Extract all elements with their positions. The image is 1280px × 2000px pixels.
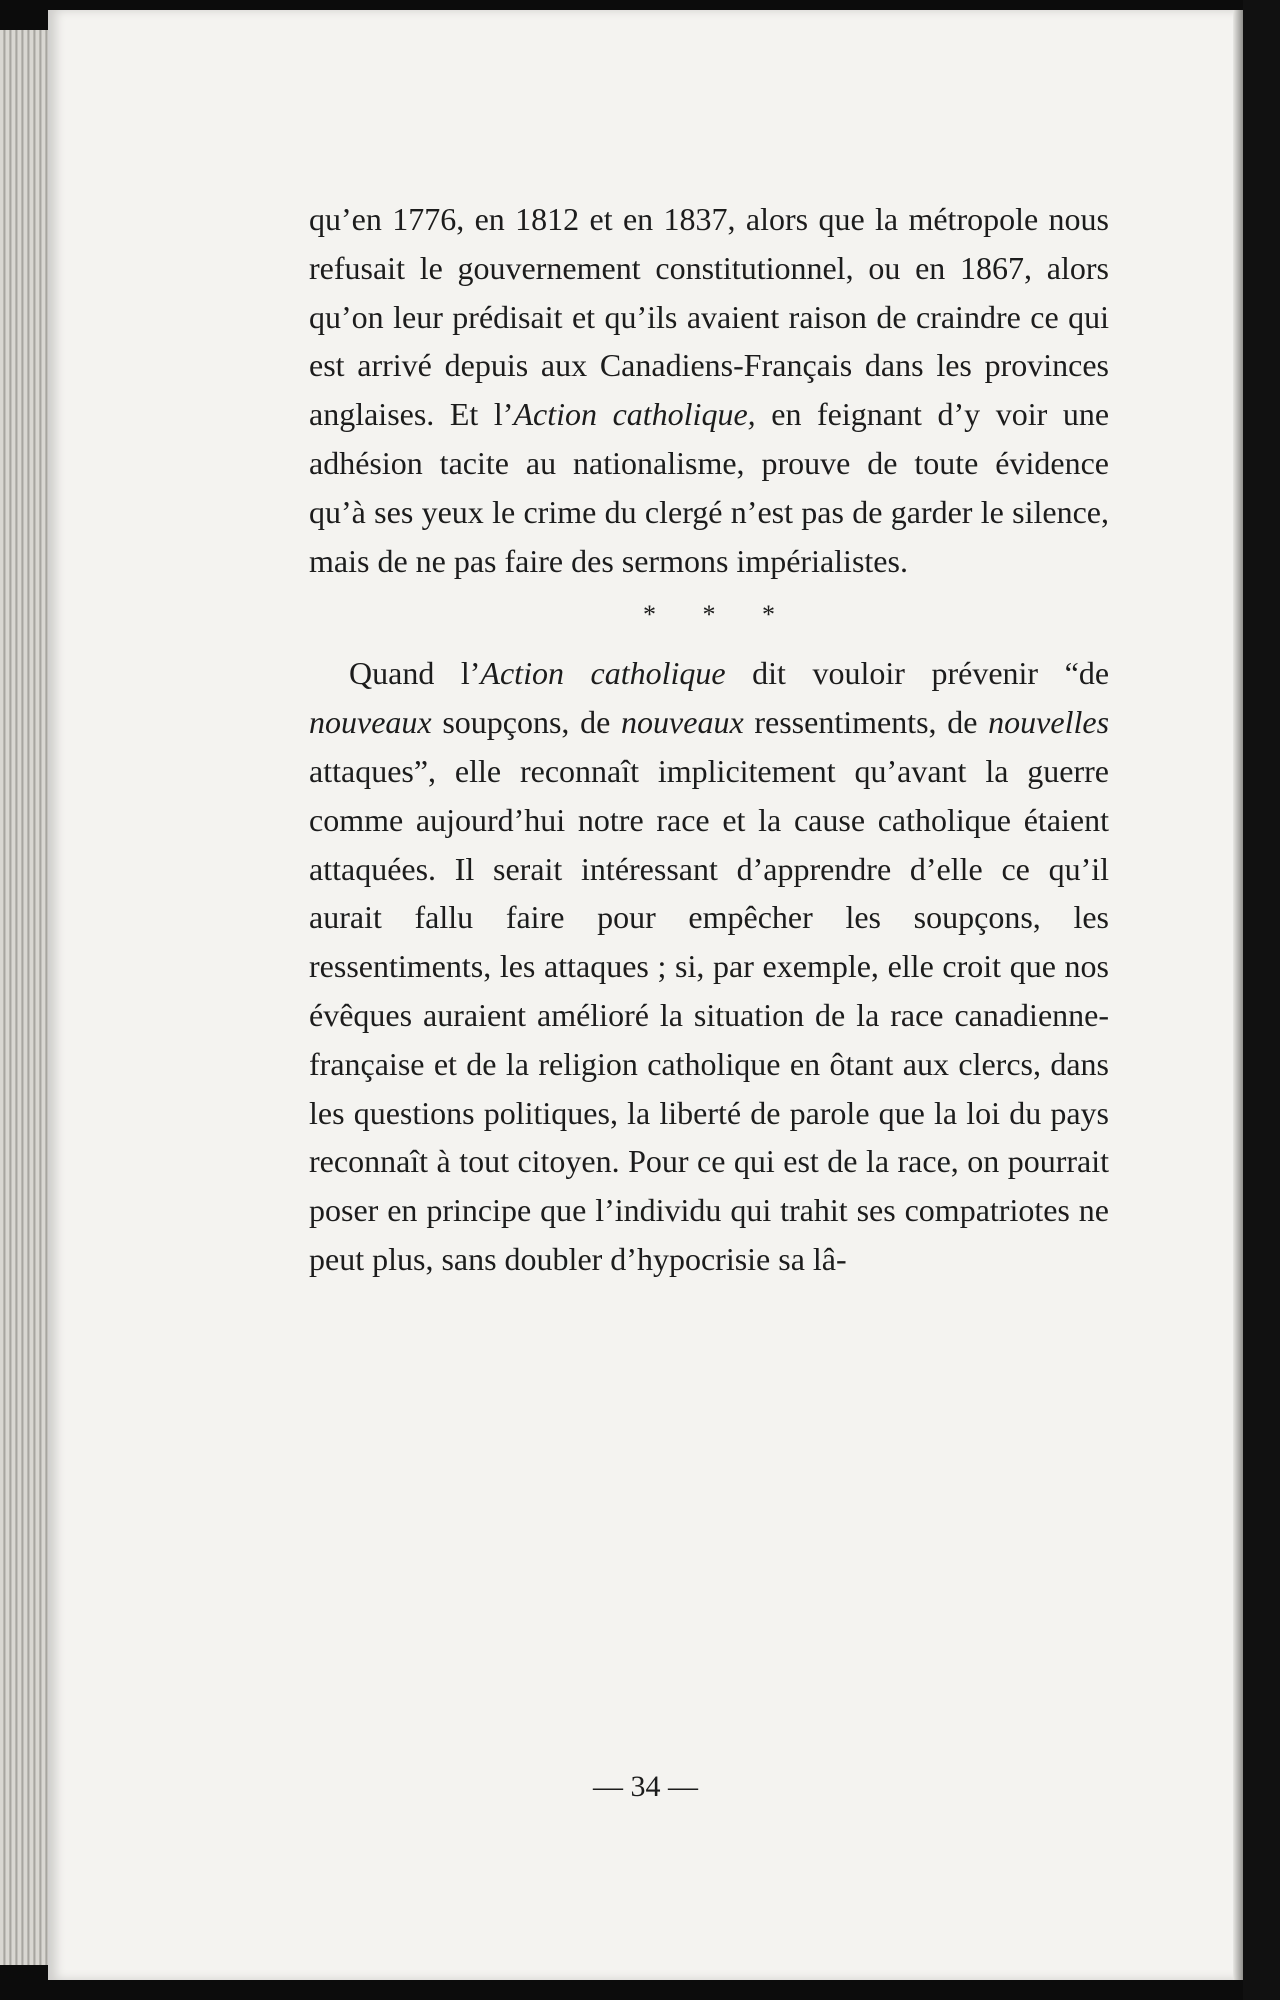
book-page — [48, 10, 1243, 1980]
paragraph-2 — [309, 649, 1109, 1283]
paragraph-2-italic-3: nouveaux — [621, 704, 744, 741]
paragraph-1-text-a: qu’en 1776, en 1812 et en 1837, alors que la métropole nous refusait le gouvernement constitutionnel, ou en 1867, alors qu’on leur prédisait et qu’ils avaient raison de craindre ce qui est arrivé depuis aux Canadiens-Français dans les provinces anglaises. Et l’ — [309, 201, 1109, 433]
paragraph-1-text-b: en feignant d’y voir une adhésion tacite au nationalisme, prouve de toute évidence qu’à ses yeux le crime du clergé n’est pas de garder le silence, mais de ne pas faire des sermons impérialistes. — [309, 396, 1110, 579]
paragraph-2-text-c: soupçons, de — [431, 704, 622, 741]
section-separator: * * * — [643, 600, 795, 630]
paragraph-2-italic-2: nouveaux — [309, 704, 432, 741]
paragraph-2-text-e: attaques”, elle reconnaît implicitement qu’avant la guerre comme aujourd’hui notre race et la cause catholique étaient attaquées. Il serait intéressant d’apprendre d’elle ce qu’il aurait fallu faire pour empêcher les soupçons, les ressentiments, les attaques ; si, par exemple, elle croit que nos évêques auraient amélioré la situation de la race canadienne-française et de la religion catholique en ôtant aux clercs, dans les questions politiques, la liberté de parole que la loi du pays reconnaît à tout citoyen. Pour ce qui est de la race, on pourrait poser en principe que l’individu qui trahit ses compatriotes ne peut plus, sans doubler d’hypocrisie sa lâ- — [309, 752, 1109, 1277]
paragraph-2-italic-title: Action catholique — [480, 655, 726, 692]
paragraph-1 — [309, 195, 1109, 585]
paragraph-2-text-b: dit vouloir prévenir “de — [725, 655, 1110, 692]
paragraph-2-text-a: Quand l’ — [349, 655, 481, 692]
body-text — [309, 195, 1109, 1284]
paragraph-2-text-d: ressentiments, de — [743, 704, 989, 741]
paragraph-2-italic-4: nouvelles — [988, 704, 1110, 741]
paragraph-1-italic-title: Action catholique, — [513, 396, 756, 433]
scan-background-right — [1243, 0, 1280, 2000]
page-number: — 34 — — [593, 1770, 698, 1803]
